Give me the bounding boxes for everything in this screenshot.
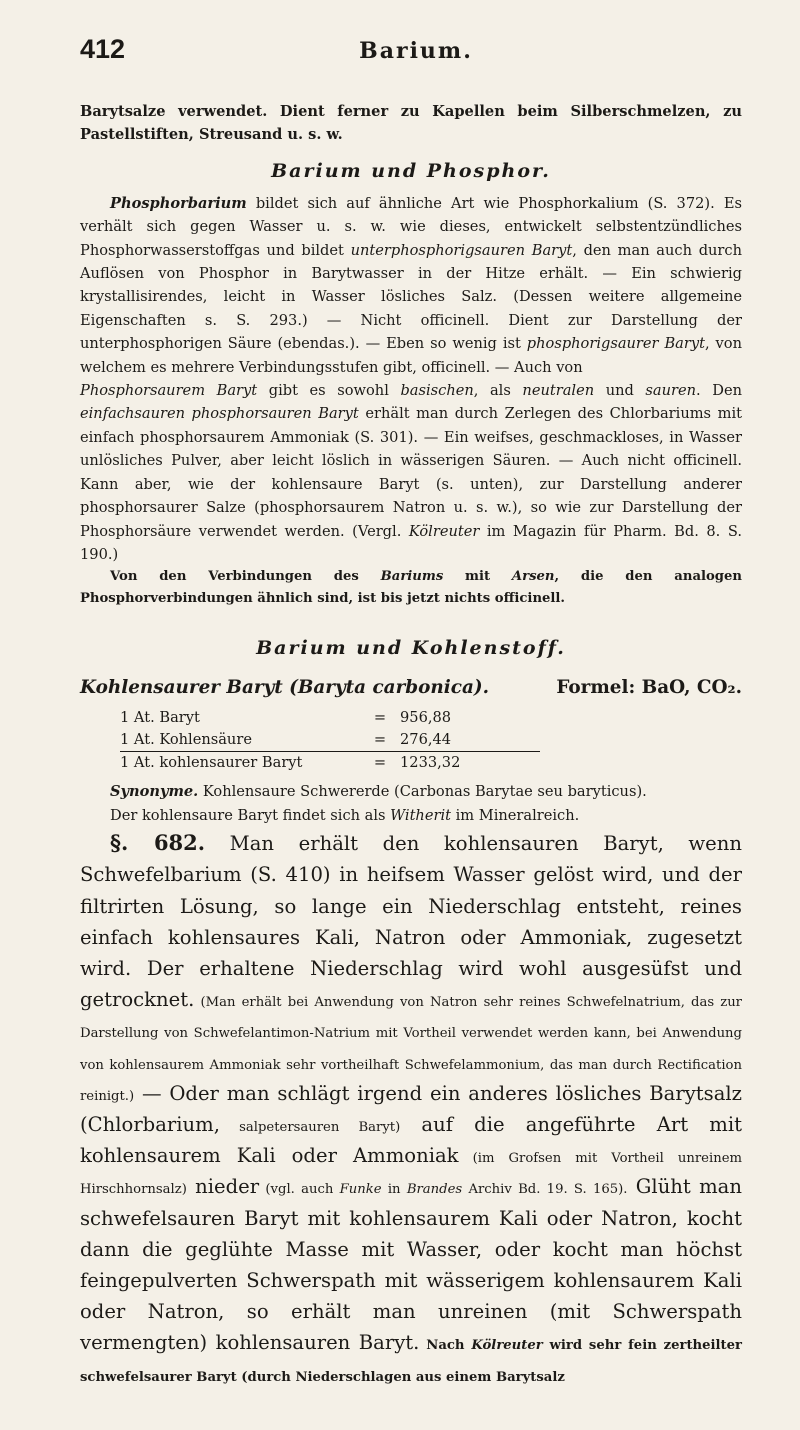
text: Man erhält den kohlensauren Baryt, wenn Schwefelbarium (S. 410) in heifsem Wasser gelöst wird, und der filtrirten Lösung, so lange ein Niederschlag entsteht, reines einfach kohlensaures Kali, Natron oder Ammoniak, zugesetzt wird. Der erhaltene Niederschlag wird wohl ausgesüfst und getrocknet. [80, 832, 742, 1012]
text: im Mineralreich. [450, 806, 580, 824]
text: gibt es sowohl [257, 382, 401, 400]
row-value: 956,88 [400, 709, 452, 727]
text: Kohlensaure Schwererde (Carbonas Barytae seu baryticus). [198, 783, 647, 801]
term: Phosphorbarium [110, 194, 247, 212]
arsen-paragraph [80, 566, 742, 609]
text: wird sehr fein zertheilter schwefelsaurer Baryt (durch Niederschlagen aus einem Barytsalz [80, 1338, 742, 1385]
note: (Man erhält bei Anwendung von Natron sehr reines Schwefelnatrium, das zur Darstellung von Schwefelantimon-Natrium mit Vortheil verwendet werden kann, bei Anwendung von kohlensaurem Ammoniak sehr vortheilhaft Schwefelammonium, das man durch Rectification reinigt.) [80, 995, 742, 1104]
section-heading-phosphor: Barium und Phosphor. [271, 159, 551, 182]
term: Kölreuter [471, 1338, 543, 1354]
running-title: Barium. [359, 38, 473, 64]
synonyme-paragraph [80, 780, 742, 803]
text: Glüht man schwefelsauren Baryt mit kohlensaurem Kali oder Natron, kocht dann die geglühte Masse mit Wasser, oder kocht man höchst feingepulverten Schwerspath mit wässerigem kohlensaurem Kali oder Natron, so erhält man unreinen (mit Schwerspath vermengten) kohlensauren Baryt. [80, 1175, 742, 1355]
term: neutralen [522, 382, 595, 400]
term: Arsen [511, 569, 555, 585]
term: sauren [645, 382, 697, 400]
note [259, 1182, 627, 1197]
text: . Den [696, 382, 742, 400]
text: nieder [186, 1175, 260, 1199]
table-row [120, 707, 540, 729]
text: bildet sich auf ähnliche Art wie Phosphorkalium (S. 372). Es verhält sich gegen Wasser u. s. w. wie dieses, entwickelt selbstentzündliches Phosphorwasserstoffgas und bildet [80, 194, 742, 259]
text: — Oder man schlägt irgend ein anderes lösliches Barytsalz (Chlorbarium, [80, 1081, 742, 1136]
atomic-weight-table [120, 707, 540, 774]
text: Der kohlensaure Baryt findet sich als [110, 806, 391, 824]
text: erhält man durch Zerlegen des Chlorbariums mit einfach phosphorsaurem Ammoniak (S. 301). — Ein weifses, geschmackloses, in Wasser unlösliches Pulver, aber leicht löslich in wässerigen Säuren. — Auch nicht officinell. Kann aber, wie der kohlensaure Baryt (s. unten), zur Darstellung anderer phosphorsaurer Salze (phosphorsaurem Natron u. s. w.), so wie zur Darstellung der Phosphorsäure verwendet werden. (Vergl. [80, 405, 742, 540]
term: unterphosphorigsauren Baryt [350, 241, 573, 259]
term: Bariums [380, 569, 444, 585]
main-paragraph [80, 827, 742, 1390]
text: (vgl. auch [259, 1182, 340, 1198]
text: und [594, 382, 646, 400]
row-equals: = [373, 731, 387, 749]
section-heading-kohlenstoff: Barium und Kohlenstoff. [256, 637, 566, 660]
table-row [120, 729, 540, 751]
note: (im Grofsen mit Vortheil unreinem Hirschhornsalz) [80, 1151, 742, 1198]
term: basischen [400, 382, 474, 400]
text: Archiv Bd. 19. S. 165). [462, 1182, 628, 1198]
page-number: 412 [80, 34, 126, 64]
row-value: 276,44 [400, 731, 452, 749]
text: , den man auch durch Auflösen von Phosphor in Barytwasser in der Hitze erhält. — Ein schwierig krystallisirendes, leicht in Wasser lösliches Salz. (Dessen weitere allgemeine Eigenschaften s. S. 293.) — Nicht officinell. Dient zur Darstellung der unterphosphorigen Säure (ebendas.). — Eben so wenig ist [80, 241, 742, 353]
row-equals: = [373, 709, 387, 727]
note: salpetersauren Baryt) [219, 1119, 401, 1135]
row-label: 1 At. kohlensaurer Baryt [120, 754, 303, 772]
term: Funke [339, 1182, 382, 1198]
term: einfachsauren phosphorsauren Baryt [80, 405, 359, 423]
term: Phosphorsaurem Baryt [80, 382, 258, 400]
formula-line [80, 673, 742, 703]
table-sum-row [120, 751, 540, 774]
row-label: 1 At. Kohlensäure [120, 731, 252, 749]
text: mit [443, 569, 512, 585]
running-head [80, 34, 742, 80]
row-label: 1 At. Baryt [120, 709, 200, 727]
text: , von welchem es mehrere Verbindungsstufen gibt, officinell. — Auch von [80, 335, 742, 376]
text: auf die angeführte Art mit kohlensaurem Kali oder Ammoniak [80, 1112, 742, 1168]
text: im Magazin für Pharm. Bd. 8. S. 190.) [80, 522, 742, 563]
text: , die den analogen Phosphorverbindungen ähnlich sind, ist bis jetzt nichts officinell. [80, 569, 742, 606]
section-mark: §. 682. [110, 830, 206, 856]
text: , als [473, 382, 523, 400]
text: Nach [419, 1338, 472, 1354]
row-equals: = [373, 754, 387, 772]
term: Brandes [406, 1182, 463, 1198]
occurrence-paragraph [80, 804, 742, 827]
term: Kölreuter [408, 522, 480, 540]
row-value: 1233,32 [400, 754, 461, 772]
text: Von den Verbindungen des [110, 569, 381, 585]
term: phosphorigsaurer Baryt [526, 335, 705, 353]
compound-name: Kohlensaurer Baryt (Baryta carbonica). [80, 677, 489, 699]
text: in [381, 1182, 407, 1198]
term: Witherit [390, 806, 451, 824]
formula: Formel: BaO, CO₂. [556, 677, 742, 699]
synonyme-label: Synonyme. [110, 783, 199, 801]
phosphor-paragraph [80, 192, 742, 567]
intro-paragraph: Barytsalze verwendet. Dient ferner zu Kapellen beim Silberschmelzen, zu Pastellstiften, Streusand u. s. w. [80, 103, 742, 144]
